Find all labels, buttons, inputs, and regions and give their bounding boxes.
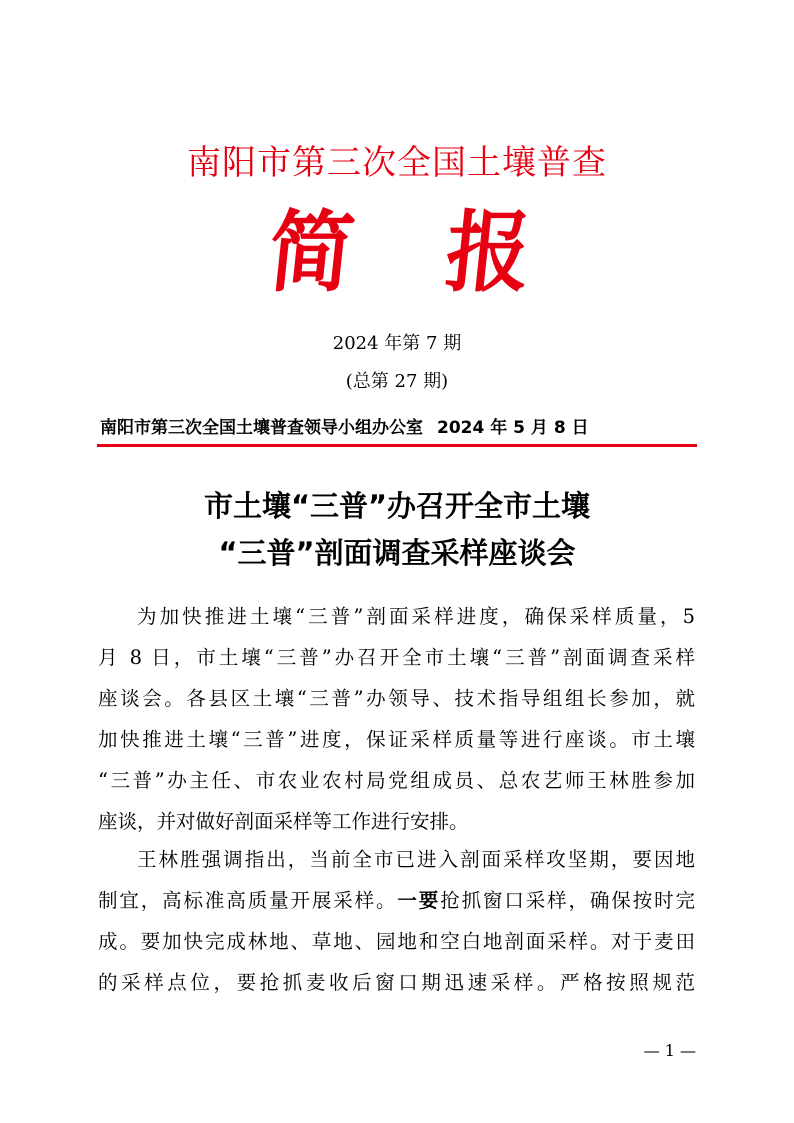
para2-line: 王林胜强调指出，当前全市已进入剖面采样攻坚期，要因地 [137, 848, 695, 871]
body-paragraph-1 [98, 596, 695, 842]
issue-number: 2024 年第 7 期 [332, 333, 462, 354]
emphasis-yi-yao: 一要 [397, 889, 441, 912]
masthead-title: 南阳市第三次全国土壤普查 [187, 143, 607, 183]
masthead-char-jian: 简 [263, 200, 359, 304]
headline-line-1: 市土壤“三普”办召开全市土壤 [203, 489, 591, 523]
para1-line: 座谈，并对做好剖面采样等工作进行安排。 [98, 810, 469, 833]
publisher-line [100, 413, 589, 438]
masthead-char-bao: 报 [440, 200, 536, 304]
para2-line: 的采样点位，要抢抓麦收后窗口期迅速采样。严格按照规范 [98, 971, 695, 994]
headline-line-2: “三普”剖面调查采样座谈会 [218, 536, 576, 570]
para1-line: 座谈会。各县区土壤“三普”办领导、技术指导组组长参加，就 [98, 687, 695, 710]
para2-line [98, 880, 695, 921]
para1-line: 为加快推进土壤“三普”剖面采样进度，确保采样质量，5 [137, 605, 695, 628]
para1-line: 加快推进土壤“三普”进度，保证采样质量等进行座谈。市土壤 [98, 728, 695, 751]
issue-total: (总第 27 期) [345, 371, 449, 392]
masthead-main-title [0, 185, 794, 304]
publish-date: 2024 年 5 月 8 日 [437, 418, 589, 438]
para1-line: “三普”办主任、市农业农村局党组成员、总农艺师王林胜参加 [98, 769, 695, 792]
body-paragraph-2 [98, 839, 695, 1003]
red-divider [97, 444, 697, 447]
publisher-name: 南阳市第三次全国土壤普查领导小组办公室 [100, 418, 423, 438]
para1-line: 月 8 日，市土壤“三普”办召开全市土壤“三普”剖面调查采样 [98, 646, 695, 669]
para2-line: 成。要加快完成林地、草地、园地和空白地剖面采样。对于麦田 [98, 930, 695, 953]
para2-text: 制宜，高标准高质量开展采样。 [98, 889, 398, 912]
page-number: — 1 — [643, 1041, 696, 1060]
para2-text: 抢抓窗口采样，确保按时完 [440, 889, 695, 912]
